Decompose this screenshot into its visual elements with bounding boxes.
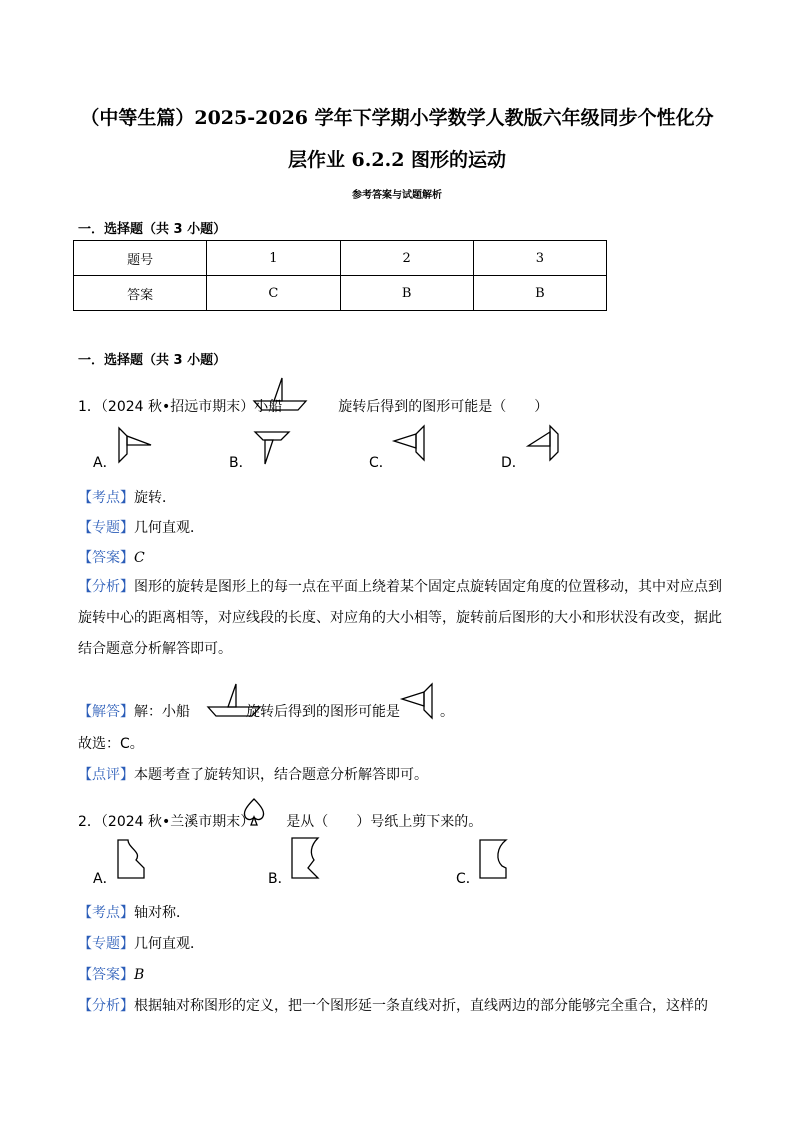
fenxi-tag: 【分析】 — [78, 998, 134, 1014]
jieda-mid: 旋转后得到的图形可能是 — [246, 704, 400, 720]
table-cell: 答案 — [74, 276, 207, 311]
doc-title-line2: 层作业 6.2.2 图形的运动 — [287, 149, 507, 171]
q1-kaodian — [78, 487, 176, 507]
table-cell: 1 — [207, 241, 340, 276]
q1-option-d: D． — [501, 455, 526, 471]
section-heading-answers: 一．选择题（共 3 小题） — [78, 222, 227, 237]
fenxi-text: 图形的旋转是图形上的每一点在平面上绕着某个固定点旋转固定角度的位置移动，其中对应点到旋转中心的距离相等，对应线段的长度、对应角的大小相等，旋转前后图形的大小和形状没有改变，据此结合题意分析解答即可。 — [78, 579, 722, 657]
paper-a-figure — [114, 838, 148, 880]
kaodian-tag: 【考点】 — [78, 905, 134, 921]
zhuanti-tag: 【专题】 — [78, 936, 134, 952]
q2-fenxi — [78, 995, 708, 1015]
dianping-text: 本题考查了旋转知识，结合题意分析解答即可。 — [134, 767, 428, 783]
paper-b-figure — [288, 836, 322, 882]
doc-title-line1: （中等生篇）2025-2026 学年下学期小学数学人教版六年级同步个性化分 — [80, 107, 714, 129]
section-heading-detail: 一．选择题（共 3 小题） — [78, 353, 227, 368]
q1-dianping — [78, 764, 428, 784]
boat-figure-answer — [206, 682, 262, 718]
table-cell: B — [473, 276, 606, 311]
answer-c-figure — [398, 680, 440, 722]
q1-zhuanti — [78, 517, 204, 537]
q2-kaodian — [78, 902, 190, 922]
answer-table — [73, 240, 607, 311]
jieda-tag: 【解答】 — [78, 704, 134, 720]
jieda-end: 。 — [440, 704, 454, 720]
table-cell: 2 — [340, 241, 473, 276]
q2-zhuanti — [78, 933, 204, 953]
kaodian-tag: 【考点】 — [78, 490, 134, 506]
option-c-figure — [390, 422, 432, 464]
dianping-tag: 【点评】 — [78, 767, 134, 783]
kaodian-text: 旋转． — [134, 490, 176, 506]
fenxi-tag: 【分析】 — [78, 579, 134, 595]
q1-stem — [78, 396, 548, 416]
q2-option-a: A． — [93, 871, 117, 887]
table-row — [74, 276, 607, 311]
option-b-figure — [251, 428, 293, 468]
q2-stem — [78, 811, 482, 831]
table-row — [74, 241, 607, 276]
q2-option-c: C． — [456, 871, 480, 887]
doc-subtitle: 参考答案与试题解析 — [352, 190, 442, 201]
daan-tag: 【答案】 — [78, 550, 134, 566]
table-cell: 3 — [473, 241, 606, 276]
zhuanti-text: 几何直观． — [134, 936, 204, 952]
option-d-figure — [522, 422, 564, 464]
q2-option-b: B． — [268, 871, 292, 887]
q1-guxuan: 故选：C。 — [78, 736, 144, 752]
daan-text: C — [134, 550, 145, 566]
daan-text: B — [134, 967, 145, 983]
q1-fenxi — [78, 572, 728, 665]
boat-figure — [252, 376, 308, 412]
q2-stem-prefix: 2．（2024 秋•兰溪市期末） — [78, 814, 255, 830]
table-cell: 题号 — [74, 241, 207, 276]
table-cell: C — [207, 276, 340, 311]
spade-figure — [240, 795, 268, 831]
q2-stem-suffix: 是从（ ）号纸上剪下来的。 — [286, 814, 483, 830]
q1-option-c: C． — [369, 455, 393, 471]
paper-c-figure — [476, 838, 510, 882]
q1-daan — [78, 547, 145, 567]
table-cell: B — [340, 276, 473, 311]
q1-option-b: B． — [229, 455, 253, 471]
q2-daan — [78, 964, 144, 984]
option-a-figure — [115, 424, 155, 466]
kaodian-text: 轴对称． — [134, 905, 190, 921]
q1-option-a: A． — [93, 455, 117, 471]
daan-tag: 【答案】 — [78, 967, 134, 983]
zhuanti-text: 几何直观． — [134, 520, 204, 536]
q1-stem-suffix: 旋转后得到的图形可能是（ ） — [338, 399, 549, 415]
q1-stem-prefix: 1．（2024 秋•招远市期末）小船 — [78, 399, 283, 415]
zhuanti-tag: 【专题】 — [78, 520, 134, 536]
fenxi-text: 根据轴对称图形的定义，把一个图形延一条直线对折，直线两边的部分能够完全重合，这样的 — [134, 998, 708, 1014]
jieda-prefix: 解：小船 — [134, 704, 190, 720]
